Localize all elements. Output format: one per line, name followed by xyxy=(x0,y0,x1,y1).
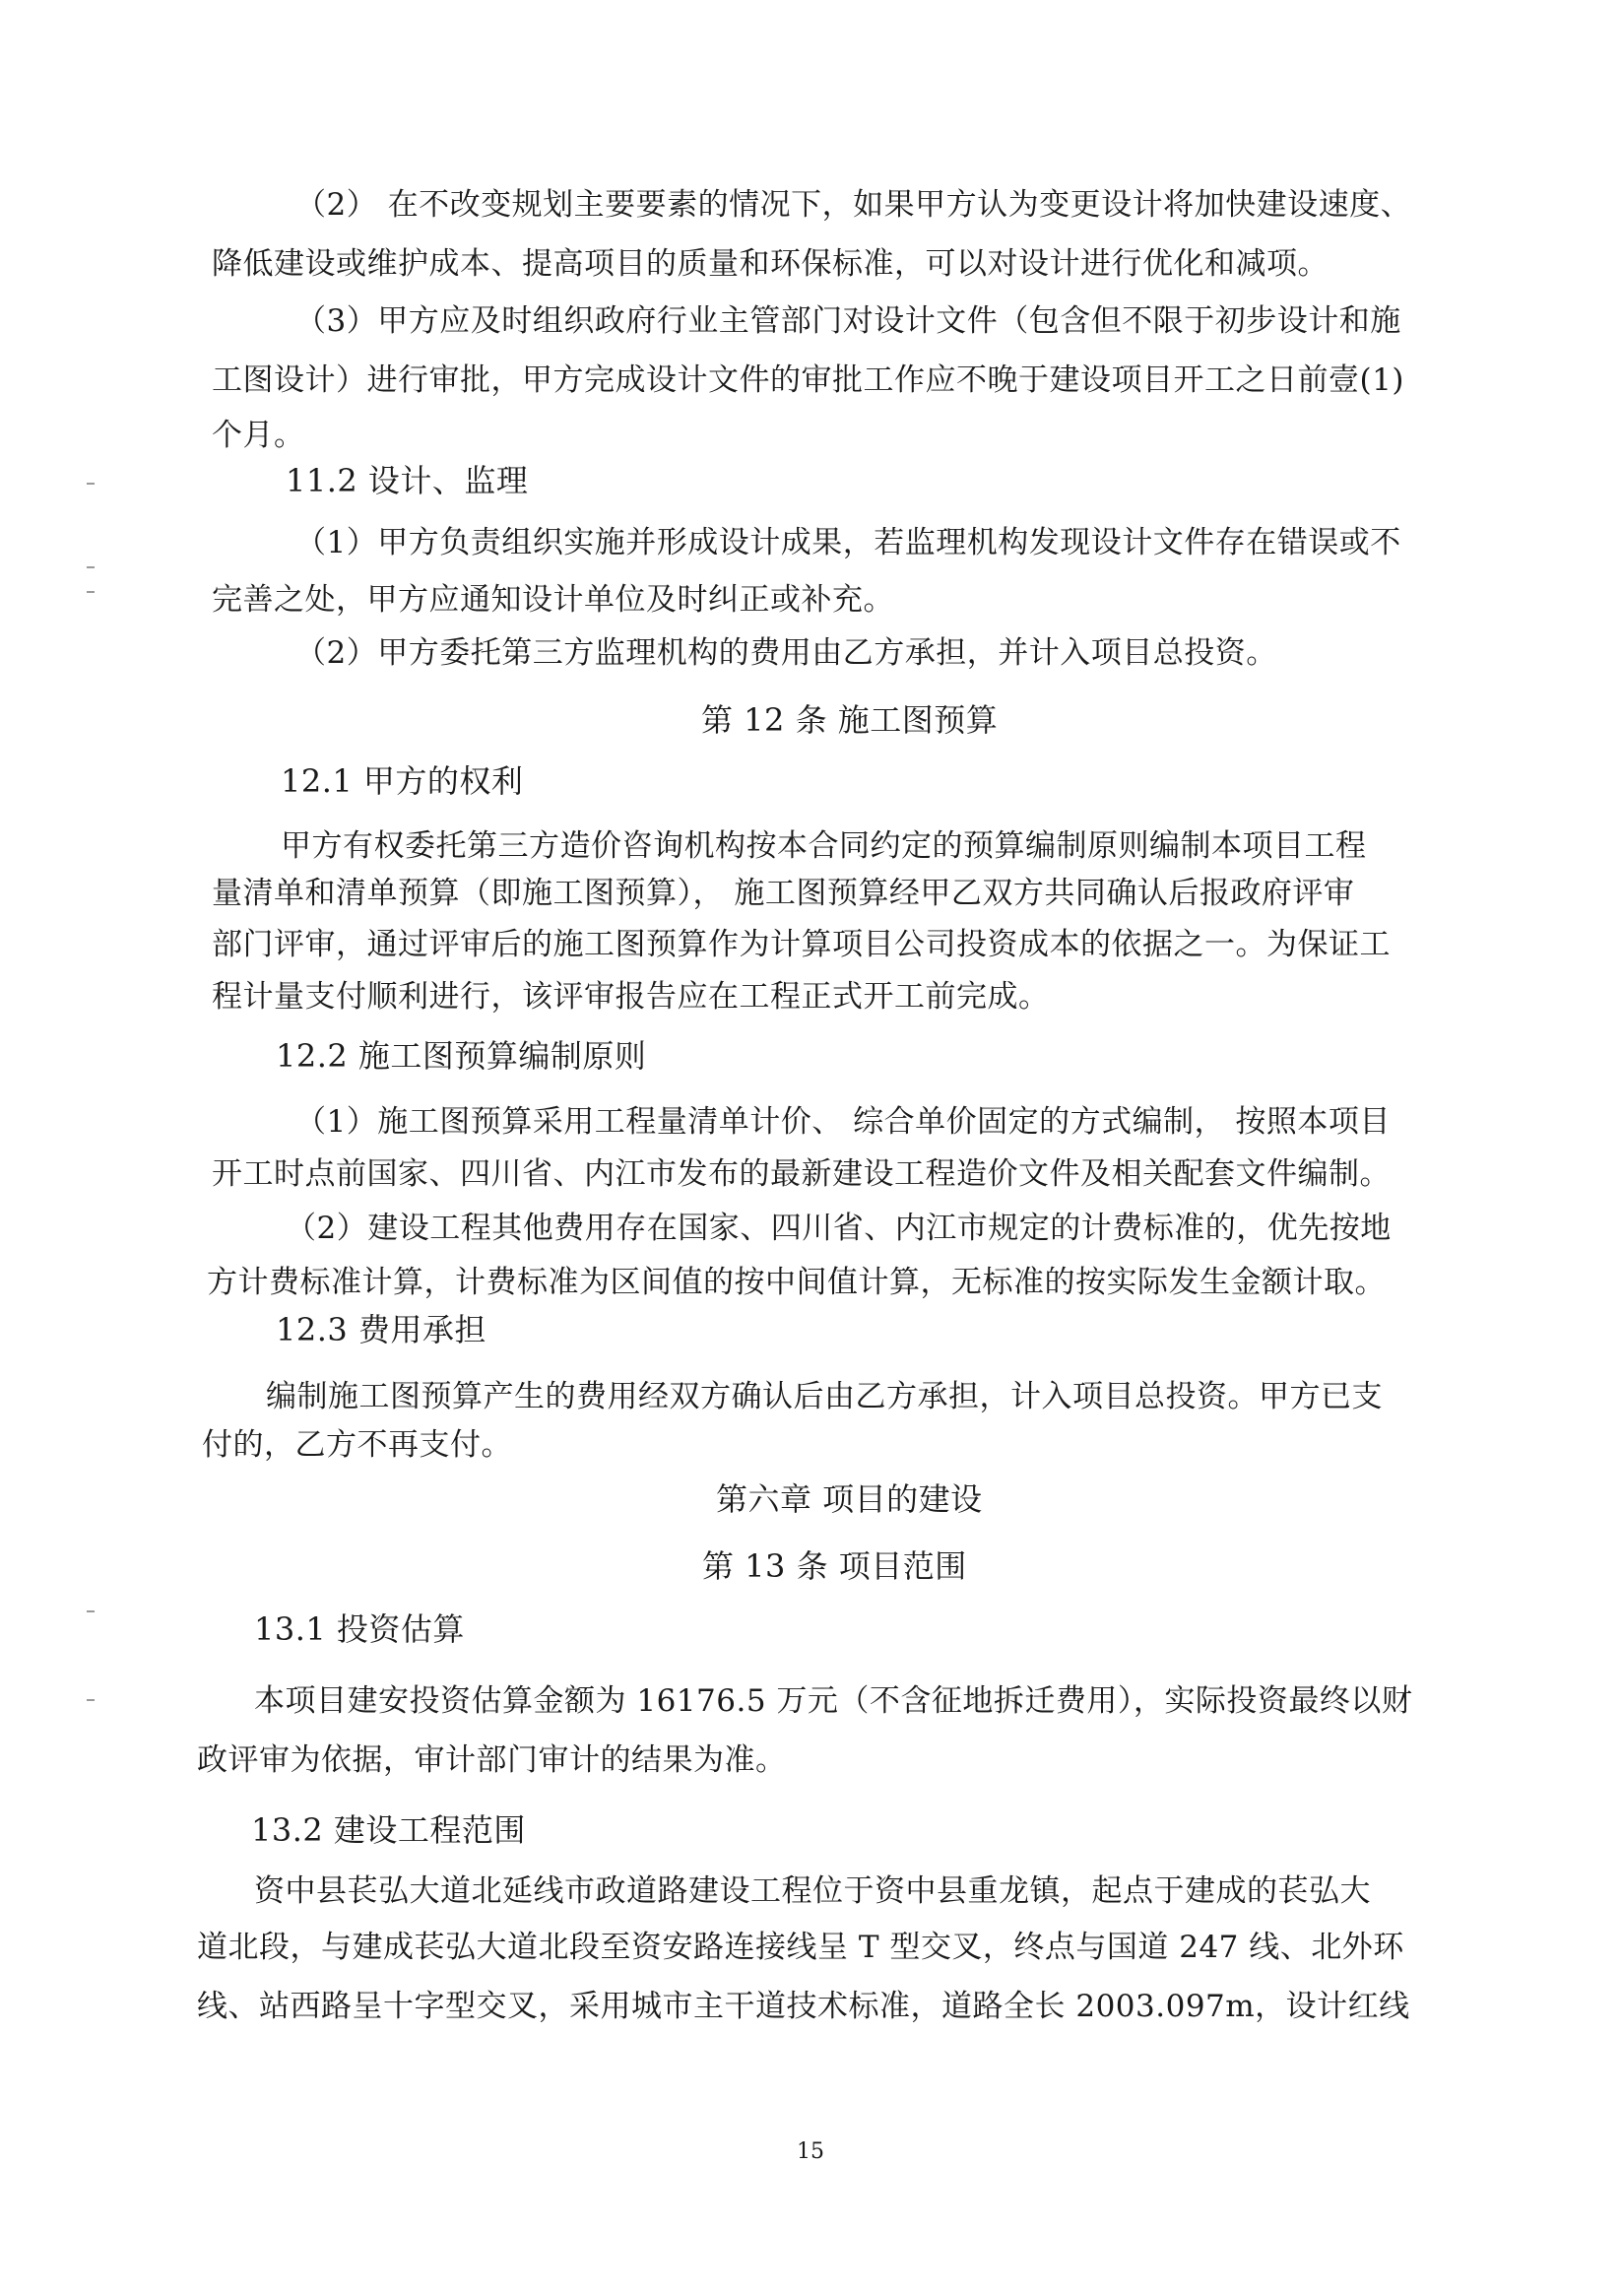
section-heading-13-1: 13.1 投资估算 xyxy=(254,1610,465,1648)
section-heading-12-1: 12.1 甲方的权利 xyxy=(281,762,524,800)
paragraph-line: 完善之处，甲方应通知设计单位及时纠正或补充。 xyxy=(212,582,894,618)
paragraph-line: 部门评审，通过评审后的施工图预算作为计算项目公司投资成本的依据之一。为保证工 xyxy=(212,927,1391,962)
scan-mark xyxy=(87,566,95,568)
paragraph-line: 程计量支付顺利进行，该评审报告应在工程正式开工前完成。 xyxy=(212,979,1050,1015)
scan-mark xyxy=(87,591,95,593)
paragraph-line: （2）建设工程其他费用存在国家、四川省、内江市规定的计费标准的，优先按地 xyxy=(286,1211,1392,1246)
scan-mark xyxy=(87,483,95,485)
paragraph-line: 线、站西路呈十字型交叉，采用城市主干道技术标准，道路全长 2003.097m，设计红线 xyxy=(197,1989,1410,2024)
scan-mark xyxy=(87,1699,95,1701)
paragraph-line: 方计费标准计算，计费标准为区间值的按中间值计算，无标准的按实际发生金额计取。 xyxy=(207,1265,1386,1300)
paragraph-line: 个月。 xyxy=(212,418,305,453)
page-number: 15 xyxy=(797,2139,824,2164)
paragraph-line: 甲方有权委托第三方造价咨询机构按本合同约定的预算编制原则编制本项目工程 xyxy=(281,828,1367,864)
section-heading-12-3: 12.3 费用承担 xyxy=(276,1311,486,1348)
article-title-13: 第 13 条 项目范围 xyxy=(702,1547,967,1585)
paragraph-line: 资中县苌弘大道北延线市政道路建设工程位于资中县重龙镇，起点于建成的苌弘大 xyxy=(254,1873,1371,1909)
paragraph-line: 本项目建安投资估算金额为 16176.5 万元（不含征地拆迁费用），实际投资最终以财 xyxy=(254,1683,1413,1719)
section-heading-12-2: 12.2 施工图预算编制原则 xyxy=(276,1037,647,1075)
paragraph-line: 编制施工图预算产生的费用经双方确认后由乙方承担，计入项目总投资。甲方已支 xyxy=(266,1379,1383,1414)
paragraph-line: 道北段，与建成苌弘大道北段至资安路连接线呈 T 型交叉，终点与国道 247 线、北外环 xyxy=(197,1930,1404,1965)
paragraph-line: （2）甲方委托第三方监理机构的费用由乙方承担，并计入项目总投资。 xyxy=(295,635,1277,671)
paragraph-line: 降低建设或维护成本、提高项目的质量和环保标准，可以对设计进行优化和减项。 xyxy=(212,246,1329,282)
paragraph-line: 量清单和清单预算（即施工图预算）， 施工图预算经甲乙双方共同确认后报政府评审 xyxy=(212,876,1355,911)
paragraph-line: 工图设计）进行审批，甲方完成设计文件的审批工作应不晚于建设项目开工之日前壹(1) xyxy=(212,362,1404,398)
paragraph-line: 付的，乙方不再支付。 xyxy=(202,1427,512,1463)
chapter-title: 第六章 项目的建设 xyxy=(716,1480,983,1518)
article-title-12: 第 12 条 施工图预算 xyxy=(701,701,999,739)
scan-mark xyxy=(87,1610,95,1612)
section-heading-11-2: 11.2 设计、监理 xyxy=(286,462,529,499)
paragraph-line: （1）施工图预算采用工程量清单计价、 综合单价固定的方式编制， 按照本项目 xyxy=(295,1104,1391,1140)
paragraph-line: （3）甲方应及时组织政府行业主管部门对设计文件（包含但不限于初步设计和施 xyxy=(295,303,1401,339)
paragraph-line: 政评审为依据，审计部门审计的结果为准。 xyxy=(197,1742,787,1778)
section-heading-13-2: 13.2 建设工程范围 xyxy=(251,1811,526,1849)
paragraph-line: 开工时点前国家、四川省、内江市发布的最新建设工程造价文件及相关配套文件编制。 xyxy=(212,1156,1391,1192)
paragraph-line: （2） 在不改变规划主要要素的情况下，如果甲方认为变更设计将加快建设速度、 xyxy=(295,187,1412,223)
paragraph-line: （1）甲方负责组织实施并形成设计成果，若监理机构发现设计文件存在错误或不 xyxy=(295,525,1401,560)
